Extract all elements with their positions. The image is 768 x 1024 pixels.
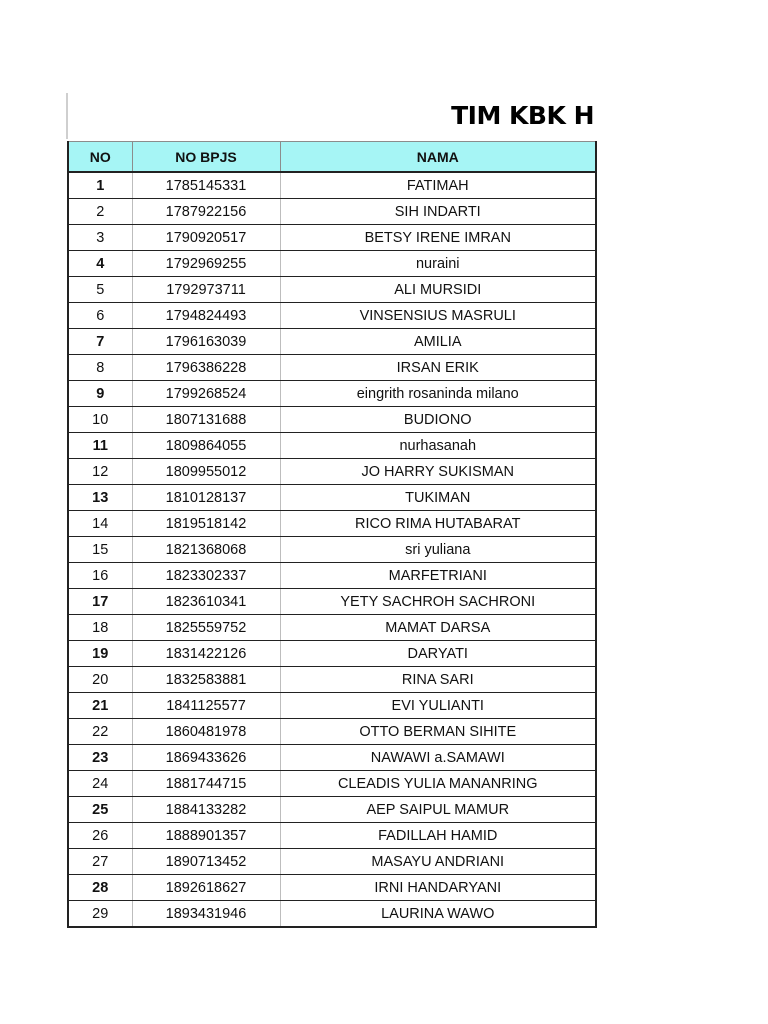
cell-no[interactable]: 2 [68, 199, 132, 225]
cell-nama[interactable]: nurhasanah [280, 433, 596, 459]
cell-nama[interactable]: RINA SARI [280, 667, 596, 693]
table-body [68, 172, 596, 927]
cell-no[interactable]: 26 [68, 823, 132, 849]
table-row [68, 329, 596, 355]
cell-no-bpjs[interactable]: 1832583881 [132, 667, 280, 693]
cell-nama[interactable]: CLEADIS YULIA MANANRING [280, 771, 596, 797]
table-row [68, 849, 596, 875]
table-row [68, 407, 596, 433]
cell-no[interactable]: 27 [68, 849, 132, 875]
table-row [68, 511, 596, 537]
cell-no-bpjs[interactable]: 1790920517 [132, 225, 280, 251]
table-row [68, 172, 596, 199]
cell-no[interactable]: 12 [68, 459, 132, 485]
table-row [68, 615, 596, 641]
cell-no[interactable]: 4 [68, 251, 132, 277]
cell-no[interactable]: 18 [68, 615, 132, 641]
table-row [68, 537, 596, 563]
cell-no[interactable]: 6 [68, 303, 132, 329]
table-row [68, 719, 596, 745]
table-row [68, 693, 596, 719]
cell-no[interactable]: 9 [68, 381, 132, 407]
cell-no[interactable]: 7 [68, 329, 132, 355]
cell-nama[interactable]: JO HARRY SUKISMAN [280, 459, 596, 485]
cell-no[interactable]: 21 [68, 693, 132, 719]
table-row [68, 355, 596, 381]
cell-no[interactable]: 19 [68, 641, 132, 667]
cell-no[interactable]: 11 [68, 433, 132, 459]
cell-nama[interactable]: MAMAT DARSA [280, 615, 596, 641]
cell-no[interactable]: 8 [68, 355, 132, 381]
table-row [68, 875, 596, 901]
cell-no-bpjs[interactable]: 1794824493 [132, 303, 280, 329]
cell-nama[interactable]: AMILIA [280, 329, 596, 355]
table-row [68, 563, 596, 589]
table-row [68, 225, 596, 251]
sheet-left-edge [66, 93, 68, 139]
table-row [68, 745, 596, 771]
cell-no-bpjs[interactable]: 1823610341 [132, 589, 280, 615]
cell-nama[interactable]: VINSENSIUS MASRULI [280, 303, 596, 329]
cell-nama[interactable]: SIH INDARTI [280, 199, 596, 225]
cell-no[interactable]: 13 [68, 485, 132, 511]
cell-nama[interactable]: MASAYU ANDRIANI [280, 849, 596, 875]
cell-no[interactable]: 28 [68, 875, 132, 901]
cell-nama[interactable]: eingrith rosaninda milano [280, 381, 596, 407]
table-row [68, 641, 596, 667]
cell-no[interactable]: 29 [68, 901, 132, 928]
cell-no[interactable]: 14 [68, 511, 132, 537]
cell-no[interactable]: 23 [68, 745, 132, 771]
table-row [68, 381, 596, 407]
cell-no-bpjs[interactable]: 1841125577 [132, 693, 280, 719]
cell-no-bpjs[interactable]: 1792969255 [132, 251, 280, 277]
cell-no-bpjs[interactable]: 1884133282 [132, 797, 280, 823]
cell-no-bpjs[interactable]: 1796386228 [132, 355, 280, 381]
cell-nama[interactable]: RICO RIMA HUTABARAT [280, 511, 596, 537]
cell-nama[interactable]: YETY SACHROH SACHRONI [280, 589, 596, 615]
cell-nama[interactable]: FATIMAH [280, 172, 596, 199]
cell-no[interactable]: 25 [68, 797, 132, 823]
cell-nama[interactable]: OTTO BERMAN SIHITE [280, 719, 596, 745]
cell-nama[interactable]: nuraini [280, 251, 596, 277]
table-row [68, 797, 596, 823]
document-title: TIM KBK H [451, 101, 594, 130]
table-row [68, 251, 596, 277]
cell-nama[interactable]: MARFETRIANI [280, 563, 596, 589]
table-row [68, 433, 596, 459]
cell-no-bpjs[interactable]: 1890713452 [132, 849, 280, 875]
cell-nama[interactable]: BUDIONO [280, 407, 596, 433]
table-row [68, 771, 596, 797]
cell-no-bpjs[interactable]: 1807131688 [132, 407, 280, 433]
cell-nama[interactable]: FADILLAH HAMID [280, 823, 596, 849]
cell-nama[interactable]: DARYATI [280, 641, 596, 667]
table-row [68, 823, 596, 849]
cell-no[interactable]: 1 [68, 172, 132, 199]
cell-no[interactable]: 16 [68, 563, 132, 589]
cell-no[interactable]: 20 [68, 667, 132, 693]
cell-no[interactable]: 15 [68, 537, 132, 563]
cell-nama[interactable]: IRNI HANDARYANI [280, 875, 596, 901]
table-row [68, 485, 596, 511]
cell-no[interactable]: 5 [68, 277, 132, 303]
cell-no-bpjs[interactable]: 1810128137 [132, 485, 280, 511]
cell-no-bpjs[interactable]: 1869433626 [132, 745, 280, 771]
column-header-nama[interactable]: NAMA [280, 142, 596, 173]
table-row [68, 901, 596, 928]
cell-no[interactable]: 3 [68, 225, 132, 251]
cell-nama[interactable]: AEP SAIPUL MAMUR [280, 797, 596, 823]
table-row [68, 667, 596, 693]
cell-no-bpjs[interactable]: 1893431946 [132, 901, 280, 928]
cell-no-bpjs[interactable]: 1821368068 [132, 537, 280, 563]
table-row [68, 277, 596, 303]
cell-no-bpjs[interactable]: 1819518142 [132, 511, 280, 537]
cell-no-bpjs[interactable]: 1787922156 [132, 199, 280, 225]
cell-no-bpjs[interactable]: 1796163039 [132, 329, 280, 355]
cell-no-bpjs[interactable]: 1823302337 [132, 563, 280, 589]
cell-no[interactable]: 22 [68, 719, 132, 745]
cell-nama[interactable]: sri yuliana [280, 537, 596, 563]
table-row [68, 459, 596, 485]
cell-no[interactable]: 17 [68, 589, 132, 615]
column-header-no-bpjs[interactable]: NO BPJS [132, 142, 280, 173]
cell-no-bpjs[interactable]: 1892618627 [132, 875, 280, 901]
cell-no-bpjs[interactable]: 1809955012 [132, 459, 280, 485]
cell-nama[interactable]: IRSAN ERIK [280, 355, 596, 381]
participant-table [67, 141, 597, 928]
cell-no[interactable]: 10 [68, 407, 132, 433]
cell-nama[interactable]: LAURINA WAWO [280, 901, 596, 928]
cell-nama[interactable]: EVI YULIANTI [280, 693, 596, 719]
cell-no[interactable]: 24 [68, 771, 132, 797]
table-header-row [68, 142, 596, 173]
cell-no-bpjs[interactable]: 1888901357 [132, 823, 280, 849]
table-row [68, 199, 596, 225]
cell-no-bpjs[interactable]: 1831422126 [132, 641, 280, 667]
cell-no-bpjs[interactable]: 1785145331 [132, 172, 280, 199]
column-header-no[interactable]: NO [68, 142, 132, 173]
cell-nama[interactable]: NAWAWI a.SAMAWI [280, 745, 596, 771]
cell-no-bpjs[interactable]: 1799268524 [132, 381, 280, 407]
cell-nama[interactable]: BETSY IRENE IMRAN [280, 225, 596, 251]
cell-no-bpjs[interactable]: 1825559752 [132, 615, 280, 641]
cell-no-bpjs[interactable]: 1792973711 [132, 277, 280, 303]
cell-nama[interactable]: TUKIMAN [280, 485, 596, 511]
table-row [68, 589, 596, 615]
cell-nama[interactable]: ALI MURSIDI [280, 277, 596, 303]
cell-no-bpjs[interactable]: 1881744715 [132, 771, 280, 797]
table-row [68, 303, 596, 329]
cell-no-bpjs[interactable]: 1860481978 [132, 719, 280, 745]
cell-no-bpjs[interactable]: 1809864055 [132, 433, 280, 459]
